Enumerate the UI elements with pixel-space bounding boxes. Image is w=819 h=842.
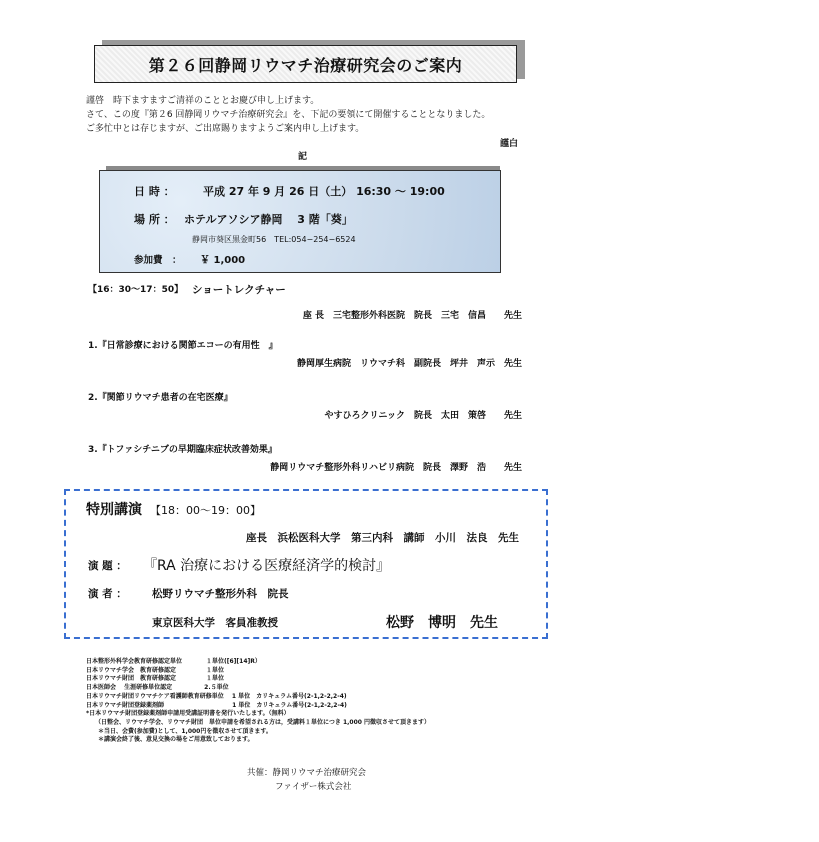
short-lecture-chair: 座 長 三宅整形外科医院 院長 三宅 信昌 先生 — [302, 311, 522, 321]
credits-list — [86, 658, 430, 745]
speaker-label: 演 者 ： — [88, 588, 127, 600]
greeting-line-3: ご多忙中とは存じますが、ご出席賜りますようご案内申し上げます。 — [86, 124, 365, 134]
greeting-line-2: さて、この度『第２6 回静岡リウマチ治療研究会』を、下記の要領にて開催することとなりました。 — [86, 110, 491, 120]
greeting-closing: 謹白 — [500, 139, 519, 149]
title-box — [94, 45, 517, 83]
credit-line: （日整会、リウマチ学会、リウマチ財団 単位申請を希望される方は，受講料１単位につき 1,000 円徴収させて頂きます） — [86, 718, 431, 726]
ki-label: 記 — [298, 152, 308, 162]
credit-line: 日本医師会 生涯研修単位認定 2.５単位 — [86, 684, 229, 692]
special-lecture-time: 【18：00〜19：00】 — [150, 504, 261, 517]
topic-label: 演 題 ： — [88, 560, 127, 572]
date-value: 平成 27 年 9 月 26 日（土） 16:30 〜 19:00 — [203, 185, 445, 198]
event-info-box — [99, 170, 501, 273]
sponsor-line-2: ファイザー株式会社 — [275, 782, 352, 792]
venue-value: ホテルアソシア静岡 3 階「葵」 — [184, 213, 353, 226]
credit-line: ＊講演会終了後、意見交換の場をご用意致しております。 — [86, 736, 254, 744]
lecture-3-title: 3.『トファシチニブの早期臨床症状改善効果』 — [88, 445, 277, 455]
lecture-1-title: 1.『日常診療における関節エコーの有用性 』 — [88, 341, 278, 351]
sponsor-line-1: 共催：静岡リウマチ治療研究会 — [247, 768, 367, 778]
short-lecture-time: 【16：30〜17：50】 — [88, 285, 184, 295]
special-lecture-topic: 『RA 治療における医療経済学的検討』 — [143, 558, 391, 574]
credit-line: 日本リウマチ財団リウマチケア看護師教育研修単位 1 単位 カリキュラム番号(2-1,2-2,2-4) — [86, 692, 347, 700]
fee-value: ￥ 1,000 — [200, 255, 246, 266]
credit-line: 日本整形外科学会教育研修認定単位 １単位([6][14]R） — [86, 658, 261, 665]
credit-line: 日本リウマチ学会 教育研修認定 １単位 — [86, 666, 225, 674]
credit-line: 日本リウマチ財団登録薬剤師 1 単位 カリキュラム番号(2-1,2-2,2-4) — [86, 701, 347, 709]
credit-line: 日本リウマチ財団 教育研修認定 １単位 — [86, 675, 225, 683]
credit-line: ＊当日、会費(参加費)として、1,000円を徴収させて頂きます。 — [86, 727, 272, 735]
credit-line: *日本リウマチ財団登録薬剤師申請用受講証明書を発行いたします。（無料） — [86, 710, 290, 718]
speaker-name: 松野 博明 先生 — [386, 615, 498, 631]
lecture-1-speaker: 静岡厚生病院 リウマチ科 副院長 坪井 声示 先生 — [296, 359, 522, 369]
special-lecture-heading: 特別講演 — [86, 502, 142, 518]
date-label: 日 時 ： — [134, 185, 175, 198]
venue-label: 場 所 ： — [134, 213, 175, 226]
greeting-line-1: 謹啓 時下ますますご清祥のこととお慶び申し上げます。 — [86, 96, 320, 106]
venue-address: 静岡市葵区黒金町56 TEL:054−254−6524 — [192, 235, 356, 244]
lecture-2-speaker: やすひろクリニック 院長 太田 策啓 先生 — [324, 411, 522, 421]
speaker-affiliation-2: 東京医科大学 客員准教授 — [152, 617, 278, 629]
short-lecture-title: ショートレクチャー — [192, 284, 286, 296]
lecture-3-speaker: 静岡リウマチ整形外科リハビリ病院 院長 澤野 浩 先生 — [270, 463, 522, 473]
fee-label: 参加費 ： — [134, 255, 182, 266]
speaker-affiliation-1: 松野リウマチ整形外科 院長 — [152, 588, 289, 600]
lecture-2-title: 2.『関節リウマチ患者の在宅医療』 — [88, 393, 233, 403]
special-lecture-chair: 座長 浜松医科大学 第三内科 講師 小川 法良 先生 — [246, 532, 519, 544]
page-title: 第２６回静岡リウマチ治療研究会のご案内 — [148, 55, 463, 75]
